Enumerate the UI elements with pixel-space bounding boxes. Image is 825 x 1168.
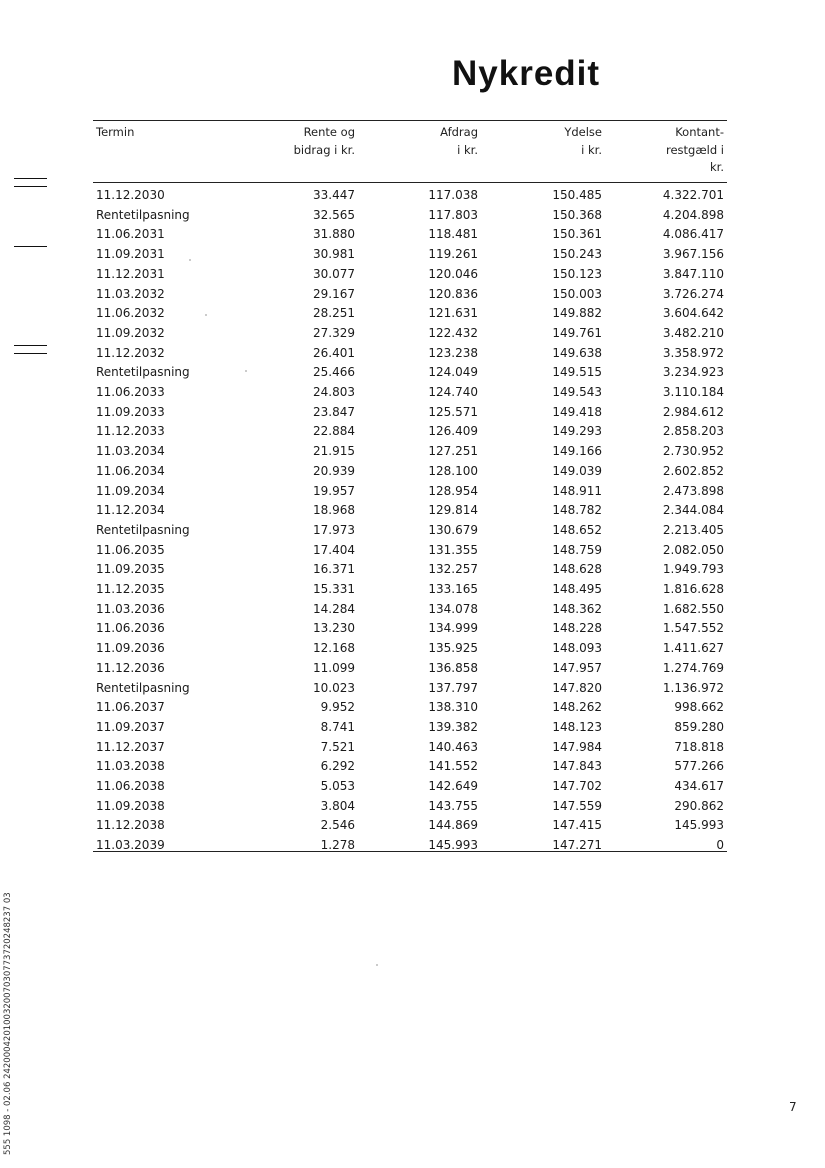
cell-rente-bidrag: 7.521 xyxy=(320,739,355,754)
cell-termin: 11.03.2038 xyxy=(96,759,165,774)
cell-restgaeld: 0 xyxy=(716,838,724,853)
cell-termin: 11.09.2033 xyxy=(96,404,165,419)
table-row xyxy=(0,600,825,620)
cell-restgaeld: 4.204.898 xyxy=(662,207,724,222)
cell-rente-bidrag: 21.915 xyxy=(313,444,355,459)
cell-rente-bidrag: 31.880 xyxy=(313,227,355,242)
cell-rente-bidrag: 25.466 xyxy=(313,365,355,380)
cell-afdrag: 126.409 xyxy=(428,424,478,439)
cell-ydelse: 147.820 xyxy=(552,680,602,695)
table-row xyxy=(0,836,825,856)
cell-rente-bidrag: 30.077 xyxy=(313,266,355,281)
cell-restgaeld: 3.110.184 xyxy=(662,385,724,399)
table-row xyxy=(0,462,825,482)
cell-ydelse: 149.166 xyxy=(552,444,602,459)
header-divider-rule xyxy=(93,182,727,183)
cell-afdrag: 134.078 xyxy=(428,601,478,616)
header-line: i kr. xyxy=(581,142,602,157)
cell-afdrag: 120.836 xyxy=(428,286,478,301)
table-row xyxy=(0,403,825,423)
side-document-code: 555 1098 - 02.06 24200042010032007030773720248237 03 xyxy=(3,892,13,1155)
cell-termin: 11.06.2036 xyxy=(96,621,165,636)
cell-ydelse: 149.293 xyxy=(552,424,602,439)
table-bottom-rule xyxy=(93,851,727,852)
table-row xyxy=(0,265,825,285)
nykredit-logo: Nykredit xyxy=(452,54,601,93)
cell-restgaeld: 1.274.769 xyxy=(662,660,724,675)
cell-termin: 11.12.2034 xyxy=(96,503,165,518)
cell-rente-bidrag: 27.329 xyxy=(313,325,355,340)
cell-afdrag: 121.631 xyxy=(428,306,478,321)
cell-afdrag: 131.355 xyxy=(428,542,478,557)
cell-termin: 11.09.2035 xyxy=(96,562,165,577)
header-line: kr. xyxy=(710,160,724,174)
cell-afdrag: 142.649 xyxy=(428,779,478,793)
cell-restgaeld: 434.617 xyxy=(674,779,724,793)
table-row xyxy=(0,738,825,758)
cell-termin: 11.03.2039 xyxy=(96,838,165,853)
cell-restgaeld: 2.082.050 xyxy=(662,542,724,557)
cell-afdrag: 134.999 xyxy=(428,621,478,636)
margin-mark xyxy=(14,186,47,187)
cell-termin: 11.12.2038 xyxy=(96,818,165,833)
table-row xyxy=(0,383,825,403)
cell-termin: 11.06.2033 xyxy=(96,385,165,399)
header-line: Kontant- xyxy=(675,125,724,139)
cell-afdrag: 127.251 xyxy=(428,444,478,459)
cell-ydelse: 149.761 xyxy=(552,325,602,340)
cell-rente-bidrag: 30.981 xyxy=(313,247,355,262)
cell-afdrag: 128.954 xyxy=(428,483,478,498)
cell-afdrag: 120.046 xyxy=(428,266,478,281)
cell-termin: 11.12.2032 xyxy=(96,345,165,360)
cell-termin: 11.09.2038 xyxy=(96,798,165,813)
margin-mark xyxy=(14,178,47,179)
cell-restgaeld: 3.967.156 xyxy=(662,247,724,262)
table-row xyxy=(0,324,825,344)
cell-ydelse: 148.628 xyxy=(552,562,602,577)
cell-termin: Rentetilpasning xyxy=(96,207,190,222)
cell-ydelse: 150.361 xyxy=(552,227,602,242)
cell-ydelse: 147.957 xyxy=(552,660,602,675)
cell-afdrag: 133.165 xyxy=(428,582,478,596)
cell-afdrag: 138.310 xyxy=(428,700,478,715)
table-row xyxy=(0,541,825,561)
cell-afdrag: 144.869 xyxy=(428,818,478,833)
cell-restgaeld: 2.344.084 xyxy=(662,503,724,518)
cell-ydelse: 150.003 xyxy=(552,286,602,301)
cell-ydelse: 147.271 xyxy=(552,838,602,853)
cell-termin: 11.09.2031 xyxy=(96,247,165,262)
cell-afdrag: 117.038 xyxy=(428,188,478,202)
cell-restgaeld: 1.411.627 xyxy=(662,641,724,656)
cell-ydelse: 147.559 xyxy=(552,798,602,813)
scan-speck xyxy=(189,259,191,261)
cell-afdrag: 145.993 xyxy=(428,838,478,853)
cell-termin: 11.06.2031 xyxy=(96,227,165,242)
cell-rente-bidrag: 22.884 xyxy=(313,424,355,439)
cell-restgaeld: 4.086.417 xyxy=(662,227,724,242)
scan-speck xyxy=(376,964,378,966)
page-number: 7 xyxy=(789,1100,797,1114)
table-row xyxy=(0,245,825,265)
cell-termin: 11.12.2035 xyxy=(96,582,165,596)
cell-termin: Rentetilpasning xyxy=(96,365,190,380)
table-row xyxy=(0,521,825,541)
cell-ydelse: 148.362 xyxy=(552,601,602,616)
cell-restgaeld: 3.234.923 xyxy=(662,365,724,380)
cell-restgaeld: 290.862 xyxy=(674,798,724,813)
cell-ydelse: 148.262 xyxy=(552,700,602,715)
cell-rente-bidrag: 29.167 xyxy=(313,286,355,301)
cell-termin: 11.06.2037 xyxy=(96,700,165,715)
cell-afdrag: 129.814 xyxy=(428,503,478,518)
cell-ydelse: 150.485 xyxy=(552,188,602,202)
cell-afdrag: 119.261 xyxy=(428,247,478,262)
cell-afdrag: 125.571 xyxy=(428,404,478,419)
cell-rente-bidrag: 15.331 xyxy=(313,582,355,596)
header-afdrag xyxy=(440,124,478,159)
cell-rente-bidrag: 17.404 xyxy=(313,542,355,557)
margin-mark xyxy=(14,246,47,247)
header-termin xyxy=(96,124,134,142)
cell-rente-bidrag: 13.230 xyxy=(313,621,355,636)
cell-ydelse: 150.243 xyxy=(552,247,602,262)
cell-ydelse: 148.911 xyxy=(552,483,602,498)
cell-rente-bidrag: 8.741 xyxy=(320,719,355,734)
cell-ydelse: 149.638 xyxy=(552,345,602,360)
cell-rente-bidrag: 17.973 xyxy=(313,522,355,537)
cell-ydelse: 150.368 xyxy=(552,207,602,222)
table-row xyxy=(0,619,825,639)
cell-ydelse: 148.093 xyxy=(552,641,602,656)
table-row xyxy=(0,501,825,521)
cell-afdrag: 122.432 xyxy=(428,325,478,340)
cell-ydelse: 148.228 xyxy=(552,621,602,636)
margin-mark xyxy=(14,353,47,354)
cell-termin: 11.06.2035 xyxy=(96,542,165,557)
cell-termin: 11.06.2038 xyxy=(96,779,165,793)
cell-restgaeld: 1.547.552 xyxy=(662,621,724,636)
table-row xyxy=(0,639,825,659)
cell-ydelse: 148.123 xyxy=(552,719,602,734)
cell-afdrag: 130.679 xyxy=(428,522,478,537)
cell-restgaeld: 2.473.898 xyxy=(662,483,724,498)
table-row xyxy=(0,580,825,600)
header-line: i kr. xyxy=(457,142,478,157)
cell-restgaeld: 2.984.612 xyxy=(662,404,724,419)
cell-termin: 11.09.2032 xyxy=(96,325,165,340)
scan-speck xyxy=(205,314,207,316)
cell-restgaeld: 3.482.210 xyxy=(662,325,724,340)
table-row xyxy=(0,206,825,226)
cell-termin: 11.03.2036 xyxy=(96,601,165,616)
header-line: Rente og xyxy=(303,125,355,139)
table-row xyxy=(0,777,825,797)
cell-restgaeld: 2.730.952 xyxy=(662,444,724,459)
table-row xyxy=(0,797,825,817)
cell-ydelse: 149.418 xyxy=(552,404,602,419)
cell-afdrag: 124.049 xyxy=(428,365,478,380)
cell-afdrag: 118.481 xyxy=(428,227,478,242)
cell-termin: 11.09.2037 xyxy=(96,719,165,734)
cell-rente-bidrag: 14.284 xyxy=(313,601,355,616)
table-row xyxy=(0,560,825,580)
table-row xyxy=(0,718,825,738)
table-row xyxy=(0,442,825,462)
table-row xyxy=(0,698,825,718)
cell-rente-bidrag: 3.804 xyxy=(320,798,355,813)
cell-ydelse: 148.495 xyxy=(552,582,602,596)
table-top-rule xyxy=(93,120,727,121)
cell-afdrag: 123.238 xyxy=(428,345,478,360)
table-row xyxy=(0,285,825,305)
cell-restgaeld: 718.818 xyxy=(674,739,724,754)
cell-termin: 11.09.2034 xyxy=(96,483,165,498)
cell-rente-bidrag: 20.939 xyxy=(313,463,355,478)
table-row xyxy=(0,363,825,383)
header-line: bidrag i kr. xyxy=(293,142,355,157)
cell-restgaeld: 3.726.274 xyxy=(662,286,724,301)
table-row xyxy=(0,482,825,502)
cell-termin: 11.12.2037 xyxy=(96,739,165,754)
cell-rente-bidrag: 6.292 xyxy=(320,759,355,774)
cell-ydelse: 148.782 xyxy=(552,503,602,518)
cell-rente-bidrag: 12.168 xyxy=(313,641,355,656)
header-line: Afdrag xyxy=(440,125,478,139)
header-ydelse xyxy=(564,124,602,159)
cell-rente-bidrag: 1.278 xyxy=(320,838,355,853)
cell-ydelse: 147.415 xyxy=(552,818,602,833)
cell-termin: Rentetilpasning xyxy=(96,522,190,537)
header-line: Termin xyxy=(96,125,135,139)
cell-restgaeld: 3.358.972 xyxy=(662,345,724,360)
cell-restgaeld: 145.993 xyxy=(674,818,724,833)
cell-afdrag: 136.858 xyxy=(428,660,478,675)
cell-ydelse: 148.652 xyxy=(552,522,602,537)
cell-ydelse: 149.543 xyxy=(552,385,602,399)
table-row xyxy=(0,225,825,245)
cell-rente-bidrag: 10.023 xyxy=(313,680,355,695)
cell-restgaeld: 3.604.642 xyxy=(662,306,724,321)
cell-ydelse: 147.843 xyxy=(552,759,602,774)
cell-afdrag: 140.463 xyxy=(428,739,478,754)
header-rente-bidrag xyxy=(294,124,355,159)
cell-restgaeld: 3.847.110 xyxy=(662,266,724,281)
cell-ydelse: 150.123 xyxy=(552,266,602,281)
margin-mark xyxy=(14,345,47,346)
header-kontant-restgaeld xyxy=(666,124,724,177)
cell-afdrag: 128.100 xyxy=(428,463,478,478)
cell-rente-bidrag: 2.546 xyxy=(320,818,355,833)
cell-afdrag: 143.755 xyxy=(428,798,478,813)
cell-rente-bidrag: 33.447 xyxy=(313,188,355,202)
header-line: restgæld i xyxy=(666,142,724,157)
scan-speck xyxy=(245,370,247,372)
cell-termin: 11.03.2034 xyxy=(96,444,165,459)
cell-termin: 11.06.2032 xyxy=(96,306,165,321)
cell-rente-bidrag: 32.565 xyxy=(313,207,355,222)
table-row xyxy=(0,757,825,777)
cell-rente-bidrag: 26.401 xyxy=(313,345,355,360)
cell-rente-bidrag: 19.957 xyxy=(313,483,355,498)
cell-termin: 11.09.2036 xyxy=(96,641,165,656)
cell-restgaeld: 2.602.852 xyxy=(662,463,724,478)
cell-afdrag: 141.552 xyxy=(428,759,478,774)
cell-ydelse: 147.984 xyxy=(552,739,602,754)
cell-afdrag: 135.925 xyxy=(428,641,478,656)
cell-rente-bidrag: 5.053 xyxy=(320,779,355,793)
cell-ydelse: 149.515 xyxy=(552,365,602,380)
cell-rente-bidrag: 24.803 xyxy=(313,385,355,399)
cell-restgaeld: 577.266 xyxy=(674,759,724,774)
cell-restgaeld: 859.280 xyxy=(674,719,724,734)
cell-termin: 11.06.2034 xyxy=(96,463,165,478)
cell-restgaeld: 1.136.972 xyxy=(662,680,724,695)
cell-rente-bidrag: 23.847 xyxy=(313,404,355,419)
cell-termin: 11.12.2031 xyxy=(96,266,165,281)
cell-termin: 11.12.2033 xyxy=(96,424,165,439)
cell-restgaeld: 998.662 xyxy=(674,700,724,715)
cell-restgaeld: 2.858.203 xyxy=(662,424,724,439)
cell-termin: Rentetilpasning xyxy=(96,680,190,695)
cell-rente-bidrag: 28.251 xyxy=(313,306,355,321)
table-row xyxy=(0,659,825,679)
cell-termin: 11.12.2036 xyxy=(96,660,165,675)
cell-rente-bidrag: 16.371 xyxy=(313,562,355,577)
header-line: Ydelse xyxy=(564,125,602,139)
cell-rente-bidrag: 18.968 xyxy=(313,503,355,518)
cell-restgaeld: 2.213.405 xyxy=(662,522,724,537)
cell-rente-bidrag: 9.952 xyxy=(320,700,355,715)
table-row xyxy=(0,422,825,442)
cell-termin: 11.12.2030 xyxy=(96,188,165,202)
cell-afdrag: 137.797 xyxy=(428,680,478,695)
cell-ydelse: 149.039 xyxy=(552,463,602,478)
cell-ydelse: 148.759 xyxy=(552,542,602,557)
table-row xyxy=(0,304,825,324)
cell-afdrag: 132.257 xyxy=(428,562,478,577)
cell-afdrag: 117.803 xyxy=(428,207,478,222)
cell-restgaeld: 1.816.628 xyxy=(662,582,724,596)
cell-afdrag: 124.740 xyxy=(428,385,478,399)
cell-restgaeld: 4.322.701 xyxy=(662,188,724,202)
cell-restgaeld: 1.949.793 xyxy=(662,562,724,577)
cell-afdrag: 139.382 xyxy=(428,719,478,734)
table-row xyxy=(0,186,825,206)
cell-ydelse: 149.882 xyxy=(552,306,602,321)
table-row xyxy=(0,679,825,699)
cell-rente-bidrag: 11.099 xyxy=(313,660,355,675)
cell-termin: 11.03.2032 xyxy=(96,286,165,301)
table-row xyxy=(0,344,825,364)
cell-restgaeld: 1.682.550 xyxy=(662,601,724,616)
cell-ydelse: 147.702 xyxy=(552,779,602,793)
table-row xyxy=(0,816,825,836)
